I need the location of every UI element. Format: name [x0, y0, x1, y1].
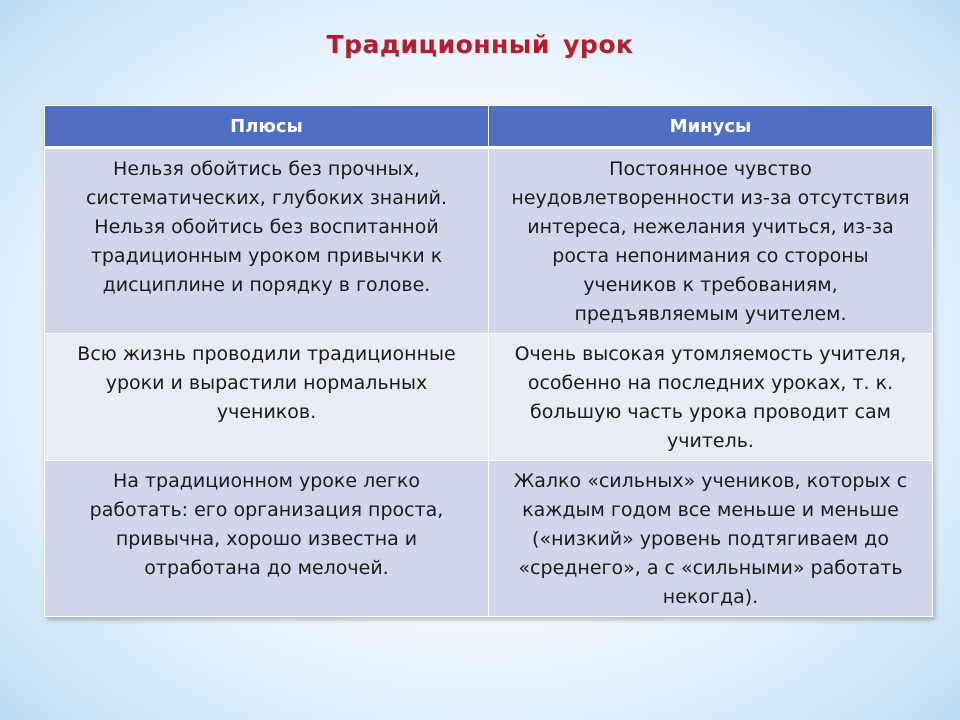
header-pros: Плюсы	[45, 106, 489, 148]
table-row	[45, 334, 933, 461]
cons-cell: Жалко «сильных» учеников, которых с каждым годом все меньше и меньше («низкий» уровень подтягиваем до «среднего», а с «сильными» работать некогда).	[489, 461, 933, 617]
header-cons: Минусы	[489, 106, 933, 148]
table-row	[45, 148, 933, 334]
pros-cell: Всю жизнь проводили традиционные уроки и вырастили нормальных учеников.	[45, 334, 489, 461]
pros-cell: На традиционном уроке легко работать: его организация проста, привычна, хорошо известна и отработана до мелочей.	[45, 461, 489, 617]
slide-title: Традиционный урок	[326, 30, 634, 59]
table-row	[45, 461, 933, 617]
pros-cons-table	[44, 105, 933, 617]
cons-cell: Постоянное чувство неудовлетворенности из-за отсутствия интереса, нежелания учиться, из-за роста непонимания со стороны учеников к требованиям, предъявляемым учителем.	[489, 148, 933, 334]
pros-cell: Нельзя обойтись без прочных, систематических, глубоких знаний. Нельзя обойтись без воспитанной традиционным уроком привычки к дисциплине и порядку в голове.	[45, 148, 489, 334]
table-header-row	[45, 106, 933, 148]
cons-cell: Очень высокая утомляемость учителя, особенно на последних уроках, т. к. большую часть урока проводит сам учитель.	[489, 334, 933, 461]
